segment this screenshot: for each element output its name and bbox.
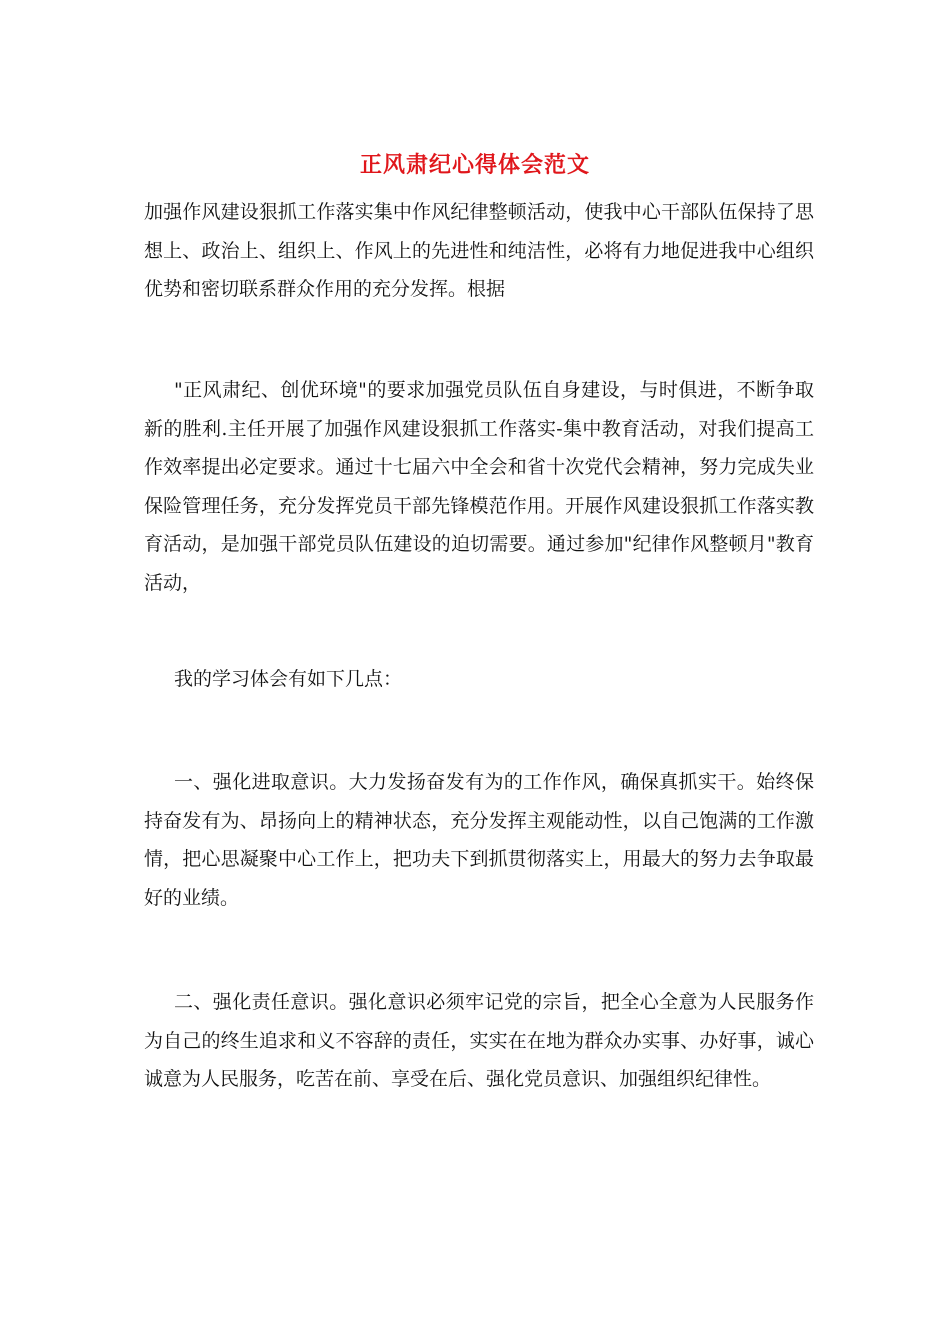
document-title: 正风肃纪心得体会范文 [359,152,590,178]
paragraph-intro: 加强作风建设狠抓工作落实集中作风纪律整顿活动，使我中心干部队伍保持了思想上、政治上、组织上、作风上的先进性和纯洁性，必将有力地促进我中心组织优势和密切联系群众作用的充分发挥。根据 [144,201,814,300]
paragraph-requirements: "正风肃纪、创优环境"的要求加强党员队伍自身建设，与时俱进，不断争取新的胜利.主任开展了加强作风建设狠抓工作落实-集中教育活动，对我们提高工作效率提出必定要求。通过十七届六中全会和省十次党代会精神，努力完成失业保险管理任务，充分发挥党员干部先锋模范作用。开展作风建设狠抓工作落实教育活动，是加强干部党员队伍建设的迫切需要。通过参加"纪律作风整顿月"教育活动， [144,379,814,594]
paragraph-learning-points-heading: 我的学习体会有如下几点： [174,668,403,690]
paragraph-point-two: 二、强化责任意识。强化意识必须牢记党的宗旨，把全心全意为人民服务作为自己的终生追求和义不容辞的责任，实实在在地为群众办实事、办好事，诚心诚意为人民服务，吃苦在前、享受在后、强化党员意识、加强组织纪律性。 [144,991,814,1090]
paragraph-point-one: 一、强化进取意识。大力发扬奋发有为的工作作风，确保真抓实干。始终保持奋发有为、昂扬向上的精神状态，充分发挥主观能动性，以自己饱满的工作激情，把心思凝聚中心工作上，把功夫下到抓贯彻落实上，用最大的努力去争取最好的业绩。 [144,771,814,909]
